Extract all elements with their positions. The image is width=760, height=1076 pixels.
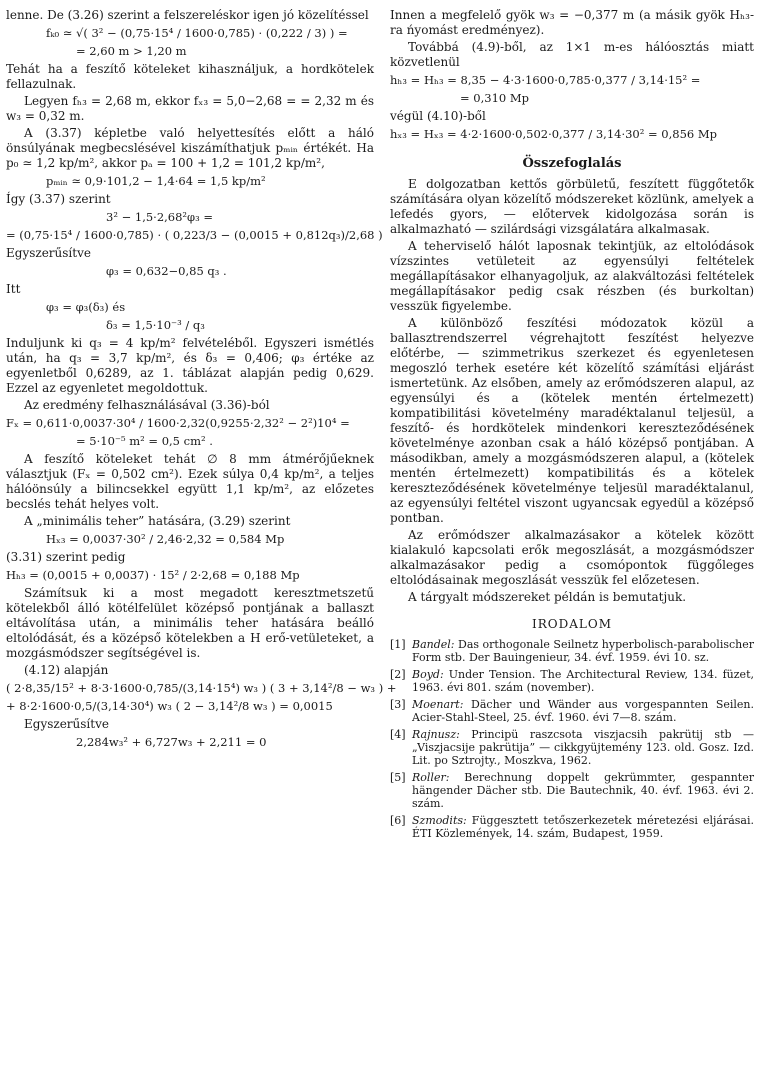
reference-text — [412, 668, 754, 694]
paragraph: végül (4.10)-ből — [390, 109, 486, 123]
paragraph: A „minimális teher” hatására, (3.29) szerint — [24, 514, 291, 528]
paragraph: Az eredmény felhasználásával (3.36)-ból — [24, 398, 270, 412]
equation: + 8·2·1600·0,5/(3,14·30⁴) w₃ ( 2 − 3,14²/8 w₃ ) = 0,0015 — [6, 699, 333, 713]
equation: pₘᵢₙ ≃ 0,9·101,2 − 1,4·64 = 1,5 kp/m² — [46, 174, 266, 188]
right-column — [390, 8, 754, 844]
reference-item — [390, 728, 754, 767]
reference-number: [3] — [390, 698, 406, 711]
paragraph: E dolgozatban kettős görbületű, feszített függőtetők számítására olyan közelítő módszereket közlünk, amelyek a lefedés gyors, — előtervek kidolgozása során is alkalmazható — szilárdsági vizsgálatára alkalmasak. — [390, 177, 754, 236]
paragraph: (4.12) alapján — [24, 663, 109, 677]
reference-number: [1] — [390, 638, 406, 651]
section-heading: Összefoglalás — [522, 156, 622, 171]
equation: fₖ₀ ≃ √( 3² − (0,75·15⁴ / 1600·0,785) · (0,222 / 3) ) = — [46, 26, 348, 40]
equation: 2,284w₃² + 6,727w₃ + 2,211 = 0 — [76, 735, 267, 749]
equation: Hₓ₃ = 0,0037·30² / 2,46·2,32 = 0,584 Mp — [46, 532, 285, 546]
reference-body: Principü raszcsota viszjacsih pakrütij stb — „Viszjacsije pakrütija” — cikkgyüjtemény 123. old. Gosz. Izd. Lit. po Sztrojty., Moszkva, 1962. — [412, 728, 754, 767]
reference-author: Moenart: — [412, 698, 464, 711]
equation: Fₓ = 0,611·0,0037·30⁴ / 1600·2,32(0,9255·2,32² − 2²)10⁴ = — [6, 416, 350, 430]
paragraph: Egyszerűsítve — [6, 246, 91, 260]
paragraph: Egyszerűsítve — [24, 717, 109, 731]
reference-author: Szmodits: — [412, 814, 467, 827]
paragraph: Induljunk ki q₃ = 4 kp/m² felvételéből. Egyszeri ismétlés után, ha q₃ = 3,7 kp/m², és δ₃ = 0,406; φ₃ értéke az egyenletből 0,6289, az 1. táblázat alapján pedig 0,629. Ezzel az egyenletet megoldottuk. — [6, 336, 374, 395]
equation: hₓ₃ = Hₓ₃ = 4·2·1600·0,502·0,377 / 3,14·30² = 0,856 Mp — [390, 127, 718, 141]
paragraph: Így (3.37) szerint — [6, 192, 111, 206]
equation: hₕ₃ = Hₕ₃ = 8,35 − 4·3·1600·0,785·0,377 / 3,14·15² = — [390, 73, 701, 87]
reference-body: Dächer und Wänder aus vorgespannten Seilen. Acier-Stahl-Steel, 25. évf. 1960. évi 7—8. szám. — [412, 698, 754, 724]
reference-text — [412, 638, 754, 664]
paragraph: Legyen fₕ₃ = 2,68 m, ekkor fₓ₃ = 5,0−2,68 = = 2,32 m és w₃ = 0,32 m. — [6, 94, 374, 123]
reference-body: Berechnung doppelt gekrümmter, gespannter hängender Dächer stb. Die Bautechnik, 40. évf. 1963. évi 2. szám. — [412, 771, 754, 810]
equation: φ₃ = φ₃(δ₃) és — [46, 300, 126, 314]
paragraph: Az erőmódszer alkalmazásakor a kötelek között kialakuló kapcsolati erők megoszlását, a mozgásmódszer alkalmazásakor pedig a csomópontok függőleges eltolódásainak megoszlását vesszük fel előzetesen. — [390, 528, 754, 587]
paragraph: Innen a megfelelő gyök w₃ = −0,377 m (a másik gyök Hₕ₃-ra ńyomást eredményez). — [390, 8, 754, 37]
paragraph: A teherviselő hálót laposnak tekintjük, az eltolódások vízszintes vetületeit az egyensúlyi feltételek megállapításakor elhanyagoljuk, az alakváltozási feltételek megállapításakor pedig csak részben (és burkoltan) vesszük figyelembe. — [390, 239, 754, 313]
equation: Hₕ₃ = (0,0015 + 0,0037) · 15² / 2·2,68 = 0,188 Mp — [6, 568, 300, 582]
paragraph: Itt — [6, 282, 21, 296]
equation: = 0,310 Mp — [460, 91, 530, 105]
reference-body: Under Tension. The Architectural Review, 134. füzet, 1963. évi 801. szám (november). — [412, 668, 754, 694]
reference-number: [2] — [390, 668, 406, 681]
reference-text — [412, 728, 754, 767]
reference-item — [390, 771, 754, 810]
paragraph: Továbbá (4.9)-ből, az 1×1 m-es hálóosztás miatt közvetlenül — [390, 40, 754, 69]
reference-text — [412, 814, 754, 840]
paragraph: Tehát ha a feszítő köteleket kihasználjuk, a hordkötelek fellazulnak. — [6, 62, 374, 91]
paragraph: Számítsuk ki a most megadott keresztmetszetű kötelekből álló kötélfelület középső pontjának a ballaszt eltávolítása után, a minimális teher hatására beálló eltolódását, és a középső kötelekben a H erő-vetületeket, a mozgásmódszer segítségével is. — [6, 586, 374, 660]
reference-item — [390, 814, 754, 840]
reference-text — [412, 698, 754, 724]
reference-item — [390, 668, 754, 694]
reference-number: [6] — [390, 814, 406, 827]
reference-body: Das orthogonale Seilnetz hyperbolisch-parabolischer Form stb. Der Bauingenieur, 34. évf. 1959. évi 10. sz. — [412, 638, 754, 664]
equation: ( 2·8,35/15² + 8·3·1600·0,785/(3,14·15⁴) w₃ ) ( 3 + 3,14²/8 − w₃ ) + — [6, 681, 397, 695]
equation: δ₃ = 1,5·10⁻³ / q₃ — [106, 318, 205, 332]
equation: φ₃ = 0,632−0,85 q₃ . — [106, 264, 227, 278]
reference-item — [390, 638, 754, 664]
reference-number: [5] — [390, 771, 406, 784]
reference-author: Roller: — [412, 771, 450, 784]
reference-list — [390, 638, 754, 840]
paragraph: lenne. De (3.26) szerint a felszereléskor igen jó közelítéssel — [6, 8, 369, 22]
paragraph: A (3.37) képletbe való helyettesítés előtt a háló önsúlyának megbecslésével kiszámíthatjuk pₘᵢₙ értékét. Ha p₀ ≃ 1,2 kp/m², akkor pₐ = 100 + 1,2 = 101,2 kp/m², — [6, 126, 374, 170]
reference-number: [4] — [390, 728, 406, 741]
references-heading: IRODALOM — [532, 617, 612, 631]
equation: = 5·10⁻⁵ m² = 0,5 cm² . — [76, 434, 213, 448]
reference-text — [412, 771, 754, 810]
reference-author: Rajnusz: — [412, 728, 460, 741]
reference-author: Boyd: — [412, 668, 444, 681]
equation: 3² − 1,5·2,68²φ₃ = — [106, 210, 213, 224]
reference-item — [390, 698, 754, 724]
reference-body: Függesztett tetőszerkezetek méretezési eljárásai. ÉTI Közlemények, 14. szám, Budapest, 1959. — [412, 814, 754, 840]
paragraph: A különböző feszítési módozatok közül a ballasztrendszerrel végrehajtott feszítést helyezve előtérbe, — szimmetrikus szerkezet és egyenletesen megoszló terhek esetére két közelítő számítási eljárást ismertetünk. Az elsőben, amely az erőmódszeren alapul, az egyensúlyi és a (kötelek mentén értelmezett) kompatibilitási követelmény maradéktalanul teljesül, a feszítő- és hordkötelek mindenkori kereszteződésének követelménye azonban csak a háló középső pontjában. A másodikban, amely a mozgásmódszeren alapul, a (kötelek mentén értelmezett) kompatibilitás és a kötelek kereszteződésének követelménye teljesül maradéktalanul, az egyensúlyi feltétel viszont ugyancsak egyedül a középső pontban. — [390, 316, 754, 525]
equation: = (0,75·15⁴ / 1600·0,785) · ( 0,223/3 − (0,0015 + 0,812q₃)/2,68 ) — [6, 228, 383, 242]
left-column — [6, 8, 397, 753]
paragraph: A tárgyalt módszereket példán is bemutatjuk. — [408, 590, 687, 604]
reference-author: Bandel: — [412, 638, 455, 651]
paragraph: (3.31) szerint pedig — [6, 550, 126, 564]
paragraph: A feszítő köteleket tehát ∅ 8 mm átmérőjűeknek választjuk (Fₓ = 0,502 cm²). Ezek súlya 0,4 kp/m², a teljes hálóönsúly a bilincsekkel együtt 1,1 kp/m², az előzetes becslés tehát helyes volt. — [6, 452, 374, 511]
equation: = 2,60 m > 1,20 m — [76, 44, 187, 58]
